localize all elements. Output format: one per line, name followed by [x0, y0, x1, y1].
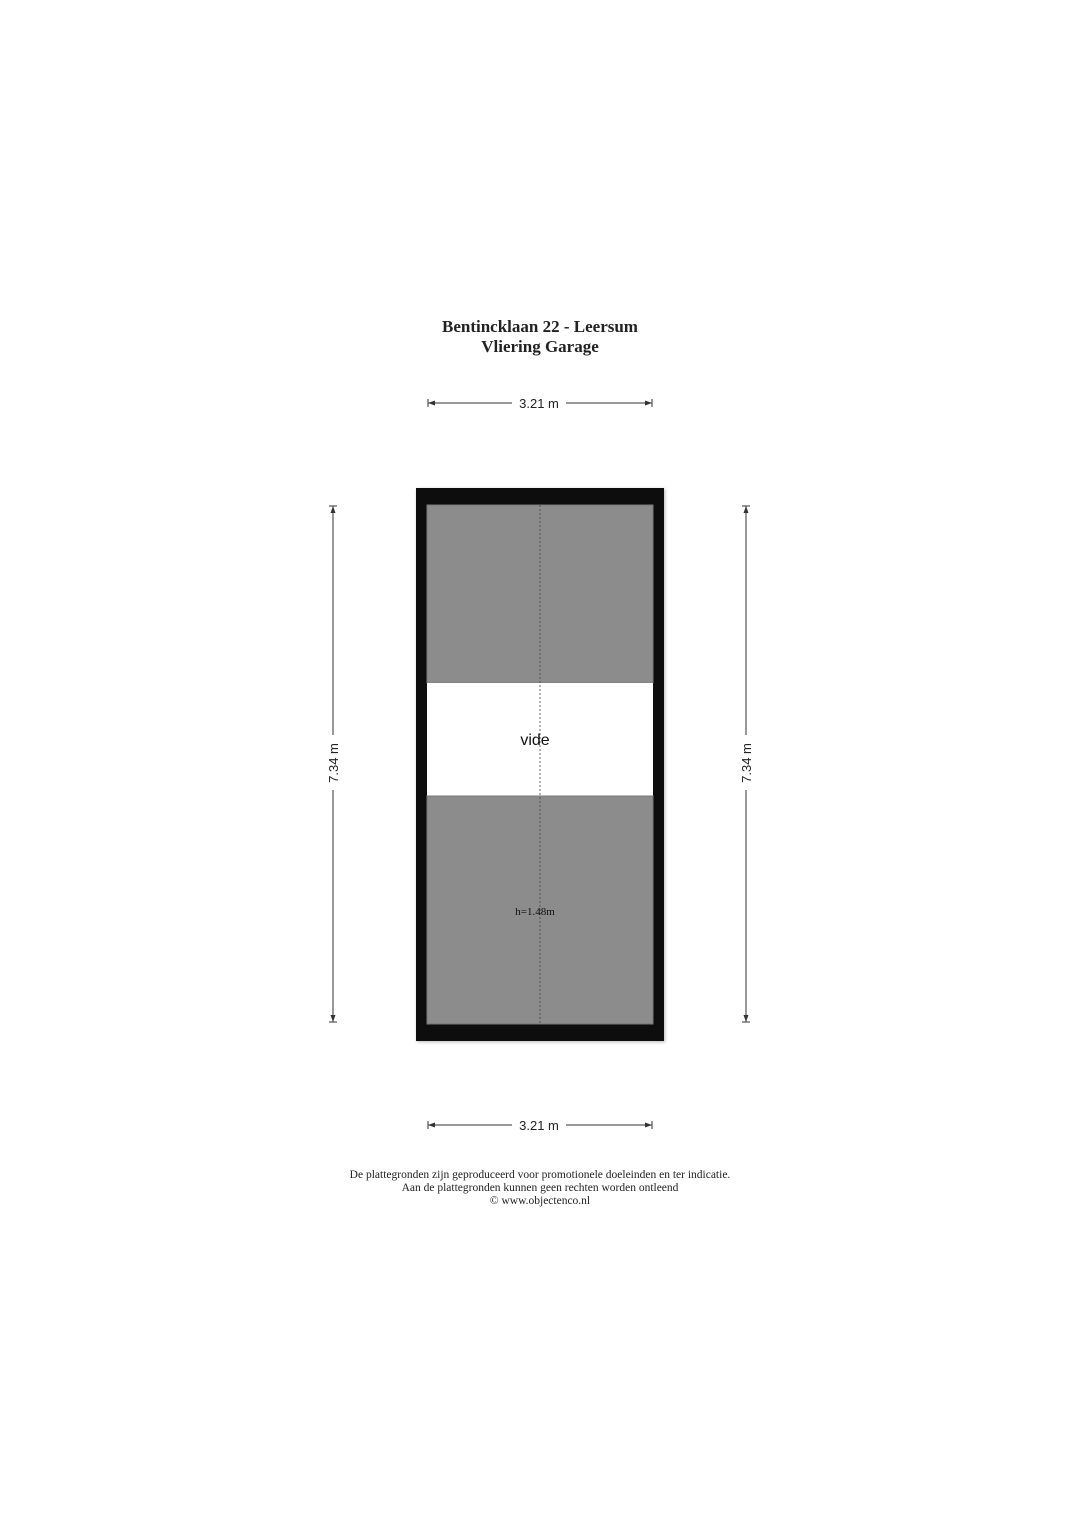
- right-dimension: [739, 506, 754, 1022]
- copyright-line: © www.objectenco.nl: [489, 1195, 591, 1207]
- plan-floor-title: Vliering Garage: [481, 337, 599, 356]
- top-dimension-label: 3.21 m: [519, 396, 559, 411]
- arrow-up-icon: [331, 506, 336, 513]
- top-dimension: [428, 396, 652, 411]
- arrow-left-icon: [428, 1123, 435, 1128]
- bottom-dimension: [428, 1118, 652, 1133]
- arrow-down-icon: [744, 1015, 749, 1022]
- disclaimer-line-2: Aan de plattegronden kunnen geen rechten worden ontleend: [401, 1182, 679, 1194]
- left-dimension: [326, 506, 341, 1022]
- right-dimension-label: 7.34 m: [739, 743, 754, 783]
- arrow-up-icon: [744, 506, 749, 513]
- arrow-down-icon: [331, 1015, 336, 1022]
- disclaimer-line-1: De plattegronden zijn geproduceerd voor promotionele doeleinden en ter indicatie.: [349, 1169, 731, 1181]
- plan-address-title: Bentincklaan 22 - Leersum: [442, 317, 638, 336]
- left-dimension-label: 7.34 m: [326, 743, 341, 783]
- vide-label: vide: [520, 732, 550, 749]
- arrow-left-icon: [428, 401, 435, 406]
- arrow-right-icon: [645, 1123, 652, 1128]
- height-note: h=1.48m: [515, 906, 555, 918]
- arrow-right-icon: [645, 401, 652, 406]
- bottom-dimension-label: 3.21 m: [519, 1118, 559, 1133]
